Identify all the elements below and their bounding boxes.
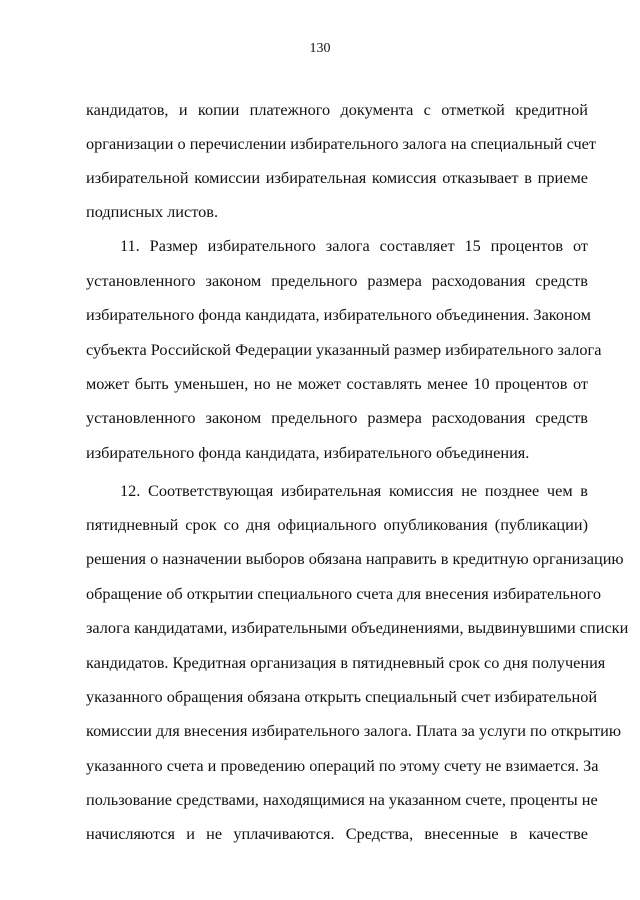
text-line: кандидатов. Кредитная организация в пятидневный срок со дня получения	[86, 653, 606, 672]
paragraph-12-start: 12. Соответствующая избирательная комиссия не позднее чем в	[120, 481, 588, 500]
text-line: избирательного фонда кандидата, избирательного объединения.	[86, 443, 530, 462]
text-line: избирательного фонда кандидата, избирательного объединения. Законом	[86, 305, 591, 324]
text-line: начисляются и не уплачиваются. Средства, внесенные в качестве	[86, 824, 588, 843]
text-line: указанного обращения обязана открыть специальный счет избирательной	[86, 687, 598, 706]
paragraph-11-start: 11. Размер избирательного залога составляет 15 процентов от	[120, 236, 588, 255]
text-line: установленного законом предельного размера расходования средств	[86, 271, 588, 290]
text-line: кандидатов, и копии платежного документа с отметкой кредитной	[86, 100, 588, 119]
text-line: организации о перечислении избирательного залога на специальный счет	[86, 134, 597, 153]
text-line: комиссии для внесения избирательного залога. Плата за услуги по открытию	[86, 721, 622, 740]
text-line: избирательной комиссии избирательная комиссия отказывает в приеме	[86, 168, 588, 187]
text-line: подписных листов.	[86, 202, 219, 221]
text-line: пользование средствами, находящимися на указанном счете, проценты не	[86, 790, 598, 809]
text-line: залога кандидатами, избирательными объединениями, выдвинувшими списки	[86, 618, 629, 637]
text-line: может быть уменьшен, но не может составлять менее 10 процентов от	[86, 374, 588, 393]
text-line: пятидневный срок со дня официального опубликования (публикации)	[86, 515, 588, 534]
text-line: субъекта Российской Федерации указанный размер избирательного залога	[86, 340, 602, 359]
page-number: 130	[309, 41, 331, 56]
text-line: указанного счета и проведению операций по этому счету не взимается. За	[86, 756, 599, 775]
text-line: решения о назначении выборов обязана направить в кредитную организацию	[86, 549, 624, 568]
text-line: установленного законом предельного размера расходования средств	[86, 408, 588, 427]
text-line: обращение об открытии специального счета для внесения избирательного	[86, 584, 602, 603]
